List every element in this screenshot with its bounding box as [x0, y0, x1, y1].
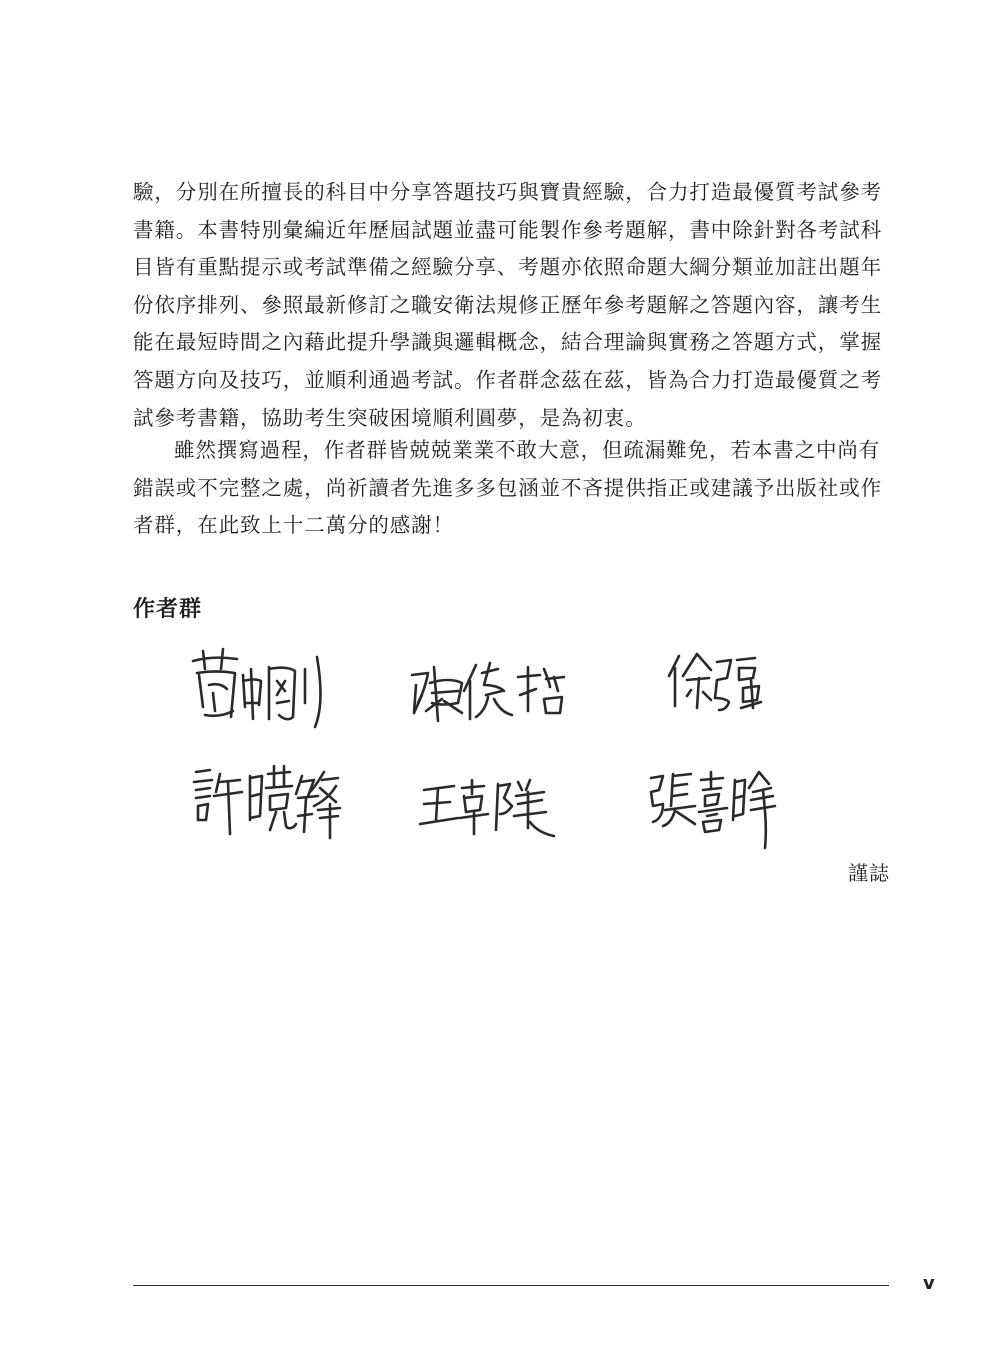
page-number: v: [923, 1273, 935, 1294]
signature-5: [418, 772, 568, 842]
signature-3: [665, 650, 765, 715]
preface-paragraph-1: 驗，分別在所擅長的科目中分享答題技巧與寶貴經驗，合力打造最優質考試參考書籍。本書特別彙編近年歷屆試題並盡可能製作參考題解，書中除針對各考試科目皆有重點提示或考試準備之經驗分享、考題亦依照命題大綱分類並加註出題年份依序排列、參照最新修訂之職安衛法規修正歷年參考題解之答題內容，讓考生能在最短時間之內藉此提升學識與邏輯概念，結合理論與實務之答題方式，掌握答題方向及技巧，並順利通過考試。作者群念茲在茲，皆為合力打造最優質之考試參考書籍，協助考生突破困境順利圓夢，是為初衷。: [133, 180, 882, 430]
authors-heading: 作者群: [133, 596, 203, 622]
closing-signoff: 謹誌: [848, 861, 890, 885]
preface-paragraph-2: 雖然撰寫過程，作者群皆兢兢業業不敢大意，但疏漏難免，若本書之中尚有錯誤或不完整之處，尚祈讀者先進多多包涵並不吝提供指正或建議予出版社或作者群，在此致上十二萬分的感謝！: [133, 438, 882, 538]
signature-2: [408, 655, 578, 730]
signature-1: [185, 645, 335, 730]
footer-rule: [133, 1285, 889, 1286]
signature-6: [647, 766, 787, 850]
signature-4: [190, 762, 345, 842]
